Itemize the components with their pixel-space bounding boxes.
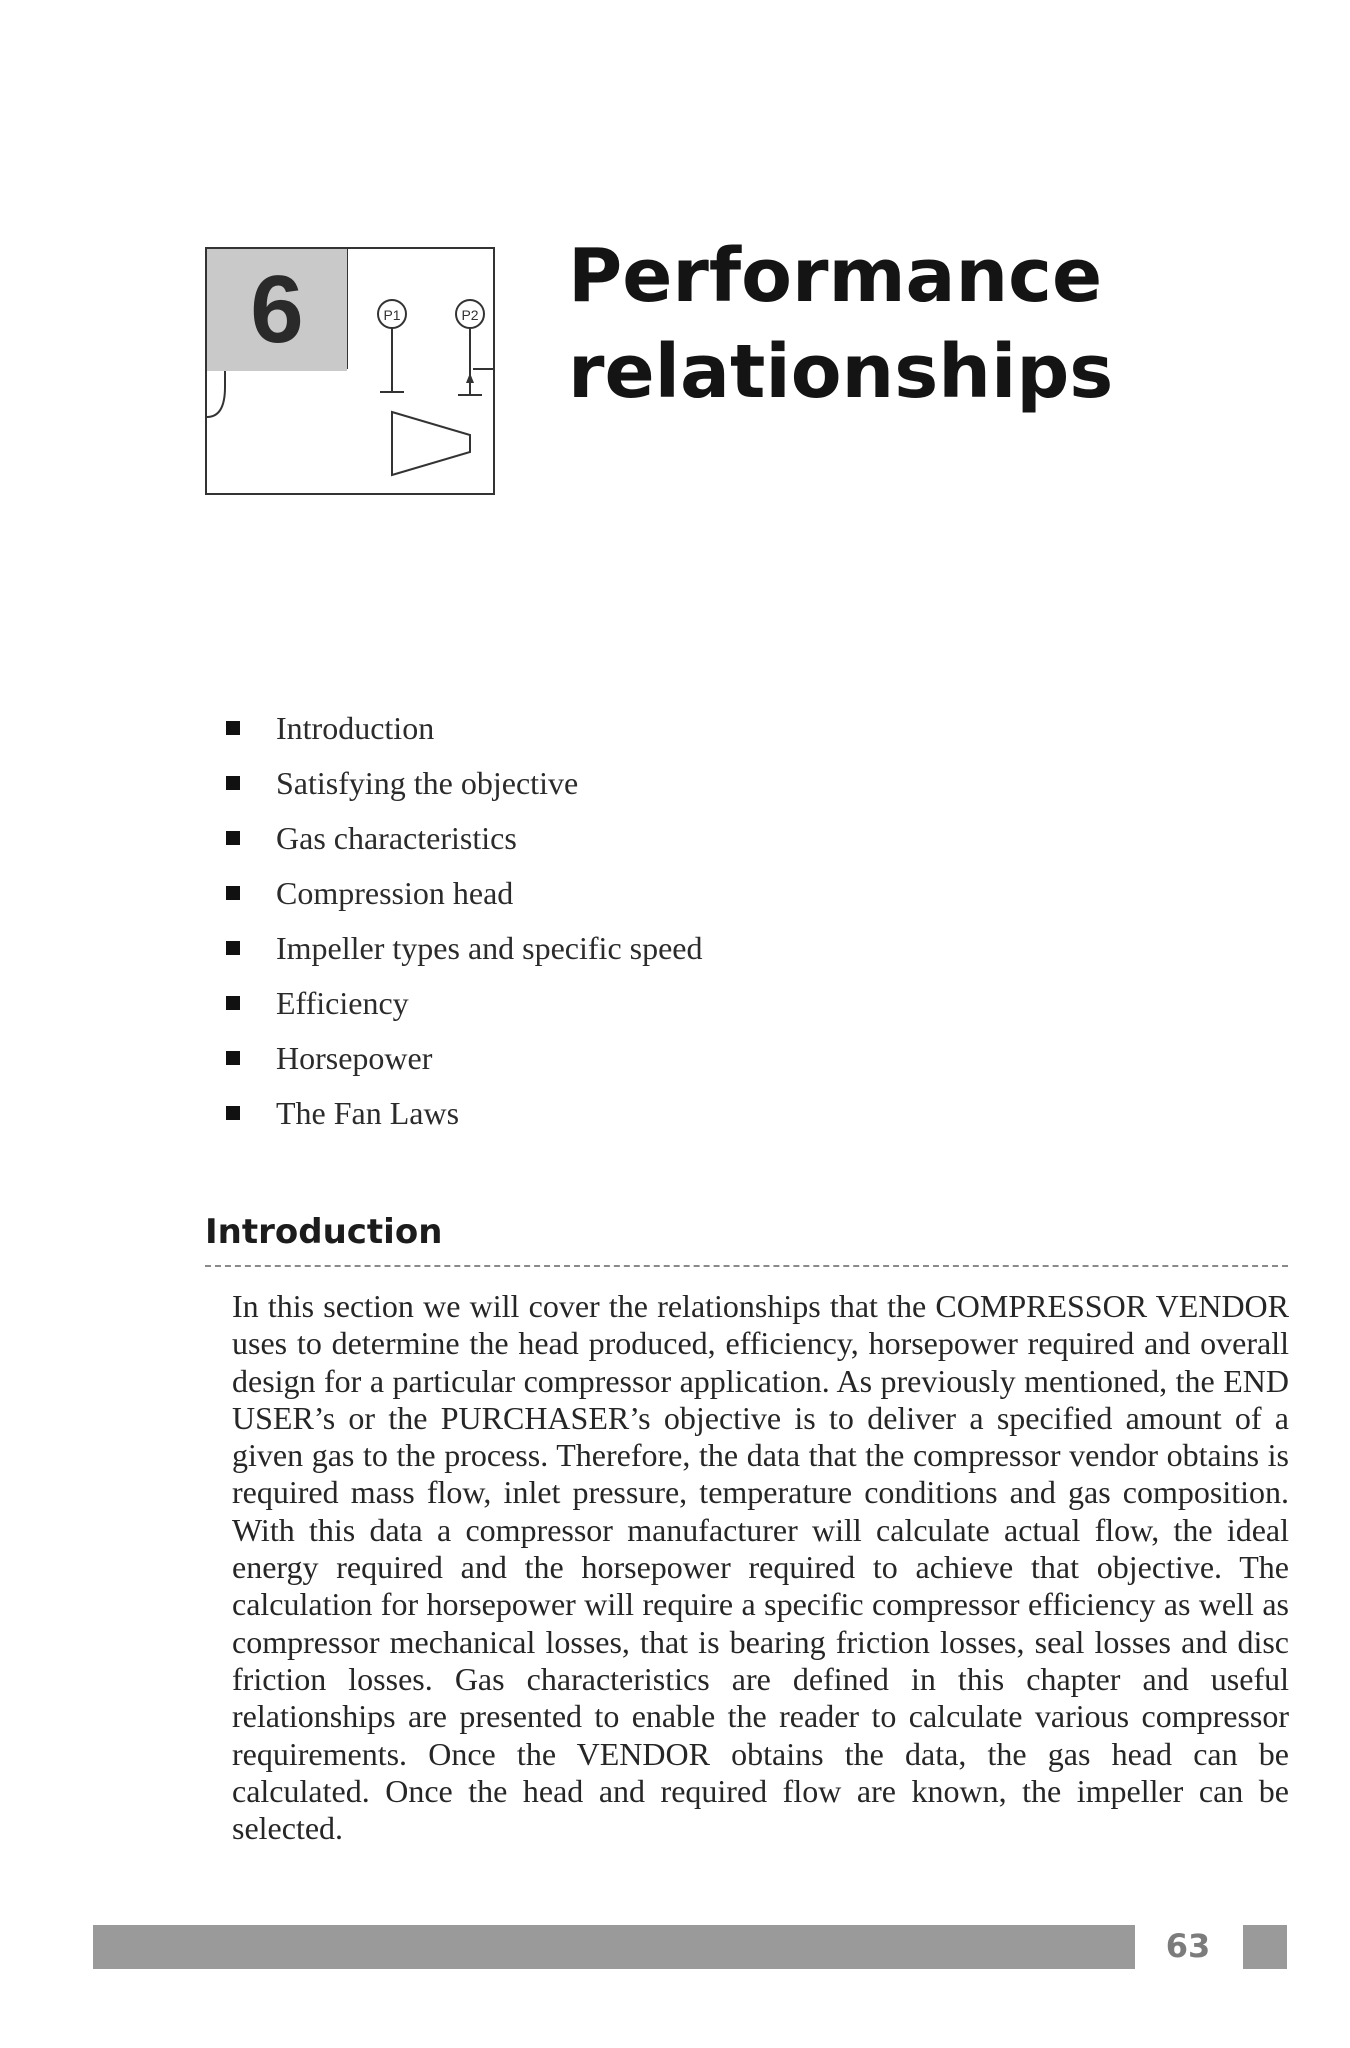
contents-item (226, 755, 703, 810)
p2-label: P2 (461, 307, 479, 323)
bullet-icon (226, 941, 240, 955)
contents-item (226, 975, 703, 1030)
bullet-icon (226, 721, 240, 735)
contents-item-label: Horsepower (276, 1039, 433, 1076)
chapter-contents-list (226, 700, 703, 1140)
contents-item (226, 700, 703, 755)
p1-label: P1 (383, 307, 401, 323)
chapter-title (568, 228, 1268, 420)
section-divider (205, 1265, 1288, 1267)
bullet-icon (226, 996, 240, 1010)
footer-bar (93, 1925, 1135, 1969)
contents-item-label: Introduction (276, 709, 435, 746)
footer-square (1243, 1925, 1287, 1969)
contents-item-label: Gas characteristics (276, 819, 517, 856)
chapter-icon-box (205, 247, 495, 495)
contents-item-label: The Fan Laws (276, 1094, 460, 1131)
contents-item (226, 1030, 703, 1085)
bullet-icon (226, 831, 240, 845)
bullet-icon (226, 776, 240, 790)
contents-item (226, 1085, 703, 1140)
contents-item (226, 920, 703, 975)
section-heading: Introduction (205, 1212, 443, 1252)
contents-item-label: Impeller types and specific speed (276, 929, 703, 966)
section-body-paragraph: In this section we will cover the relationships that the COMPRESSOR VENDOR uses to determine the head produced, efficiency, horsepower required and overall design for a particular compressor application. As previously mentioned, the END USER’s or the PURCHASER’s objective is to deliver a specified amount of a given gas to the process. Therefore, the data that the compressor vendor obtains is required mass flow, inlet pressure, temperature conditions and gas composition. With this data a compressor manufacturer will calculate actual flow, the ideal energy required and the horsepower required to achieve that objective. The calculation for horsepower will require a specific compressor efficiency as well as compressor mechanical losses, that is bearing friction losses, seal losses and disc friction losses. Gas characteristics are defined in this chapter and useful relationships are presented to enable the reader to calculate various compressor requirements. Once the VENDOR obtains the data, the gas head can be calculated. Once the head and required flow are known, the impeller can be selected. (232, 1288, 1289, 1847)
contents-item-label: Satisfying the objective (276, 764, 579, 801)
contents-item (226, 810, 703, 865)
chapter-title-line-1: Performance (568, 233, 1103, 319)
bullet-icon (226, 1051, 240, 1065)
contents-item (226, 865, 703, 920)
contents-item-label: Compression head (276, 874, 514, 911)
chapter-title-line-2: relationships (568, 329, 1114, 415)
contents-item-label: Efficiency (276, 984, 409, 1021)
chapter-number: 6 (207, 249, 347, 371)
page-number: 63 (1165, 1927, 1211, 1965)
bullet-icon (226, 1106, 240, 1120)
bullet-icon (226, 886, 240, 900)
